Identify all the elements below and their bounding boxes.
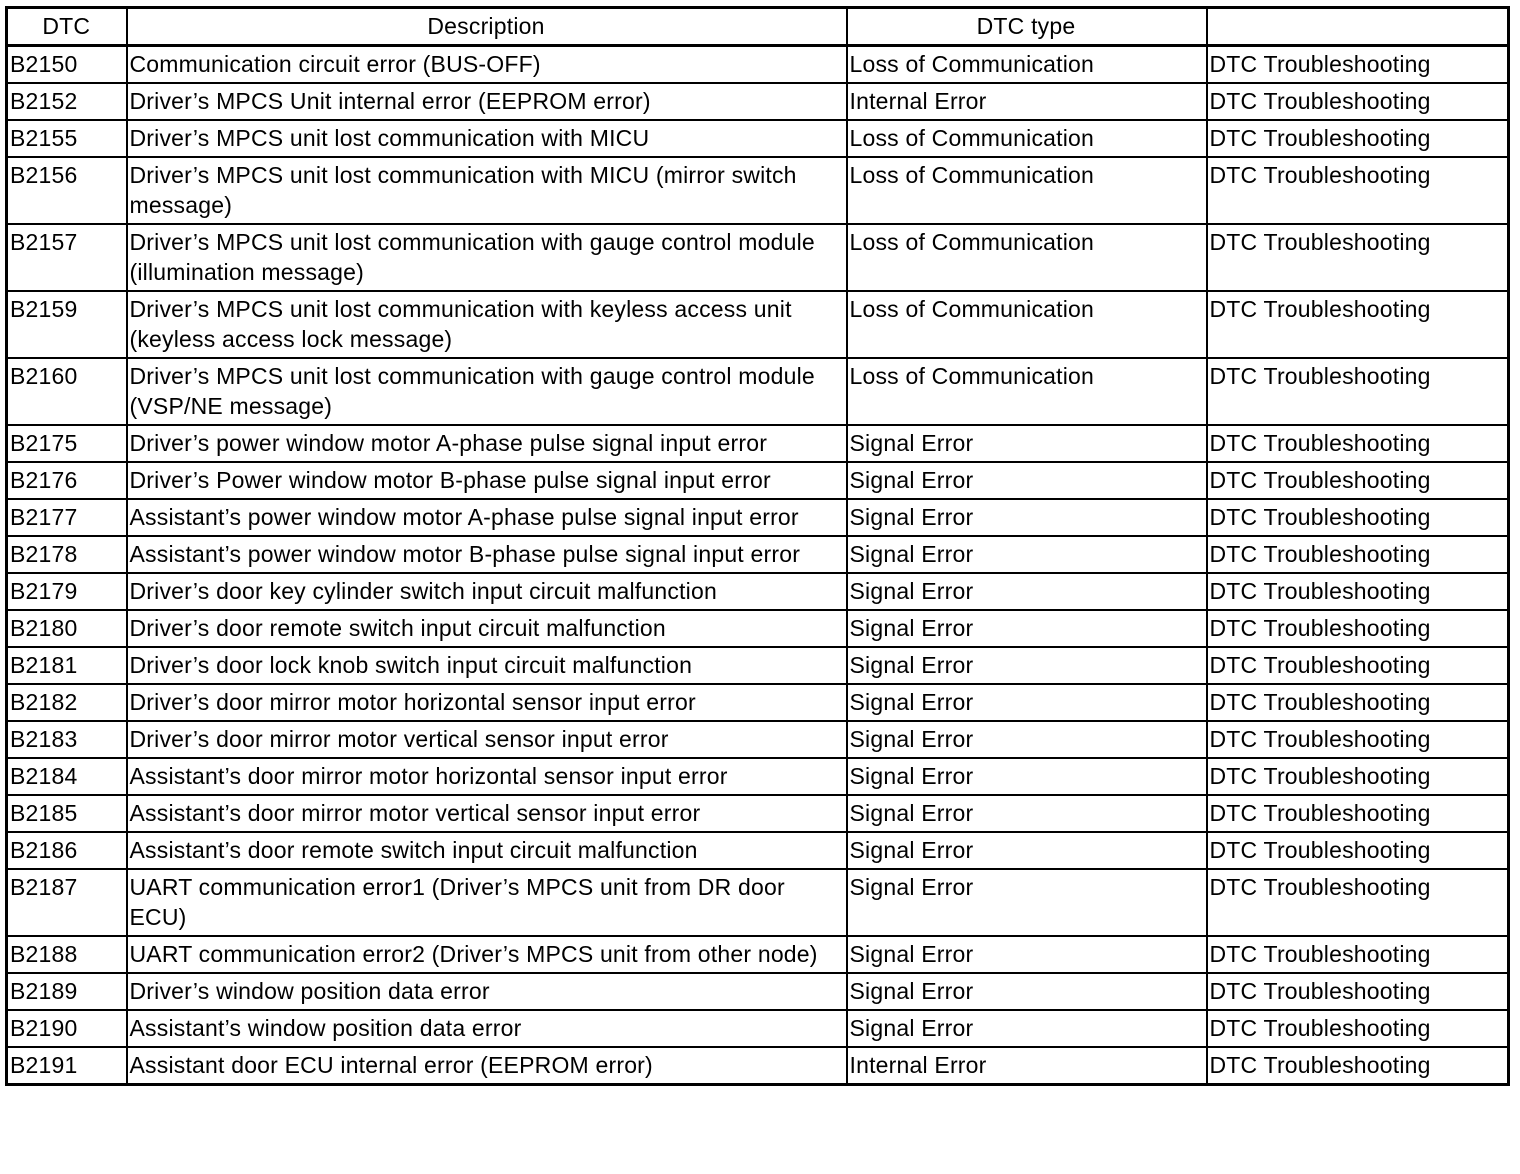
troubleshooting-link[interactable]: DTC Troubleshooting (1207, 120, 1509, 157)
dtc-code-cell: B2177 (7, 499, 127, 536)
column-header-troubleshooting (1207, 8, 1509, 46)
description-cell: Driver’s door lock knob switch input circuit malfunction (127, 647, 847, 684)
dtc-type-cell: Internal Error (847, 83, 1207, 120)
table-row (7, 224, 1509, 291)
troubleshooting-link[interactable]: DTC Troubleshooting (1207, 869, 1509, 936)
description-cell: Driver’s MPCS unit lost communication with gauge control module (VSP/NE message) (127, 358, 847, 425)
dtc-code-cell: B2157 (7, 224, 127, 291)
description-cell: Driver’s MPCS unit lost communication with keyless access unit (keyless access lock message) (127, 291, 847, 358)
troubleshooting-link[interactable]: DTC Troubleshooting (1207, 795, 1509, 832)
dtc-code-cell: B2179 (7, 573, 127, 610)
troubleshooting-link[interactable]: DTC Troubleshooting (1207, 936, 1509, 973)
dtc-code-cell: B2185 (7, 795, 127, 832)
troubleshooting-link[interactable]: DTC Troubleshooting (1207, 647, 1509, 684)
dtc-type-cell: Signal Error (847, 610, 1207, 647)
dtc-type-cell: Signal Error (847, 758, 1207, 795)
troubleshooting-link[interactable]: DTC Troubleshooting (1207, 573, 1509, 610)
dtc-code-cell: B2175 (7, 425, 127, 462)
table-row (7, 795, 1509, 832)
column-header-description: Description (127, 8, 847, 46)
dtc-code-cell: B2181 (7, 647, 127, 684)
table-body (7, 46, 1509, 1085)
dtc-type-cell: Signal Error (847, 869, 1207, 936)
description-cell: Driver’s window position data error (127, 973, 847, 1010)
description-cell: Assistant’s door mirror motor vertical sensor input error (127, 795, 847, 832)
dtc-type-cell: Signal Error (847, 425, 1207, 462)
troubleshooting-link[interactable]: DTC Troubleshooting (1207, 224, 1509, 291)
dtc-code-cell: B2156 (7, 157, 127, 224)
table-row (7, 291, 1509, 358)
description-cell: Driver’s MPCS unit lost communication with gauge control module (illumination message) (127, 224, 847, 291)
description-cell: Assistant’s power window motor A-phase pulse signal input error (127, 499, 847, 536)
troubleshooting-link[interactable]: DTC Troubleshooting (1207, 1047, 1509, 1085)
table-row (7, 573, 1509, 610)
description-cell: Assistant’s door remote switch input circuit malfunction (127, 832, 847, 869)
description-cell: Driver’s door mirror motor vertical sensor input error (127, 721, 847, 758)
description-cell: Assistant door ECU internal error (EEPROM error) (127, 1047, 847, 1085)
table-row (7, 610, 1509, 647)
description-cell: UART communication error2 (Driver’s MPCS unit from other node) (127, 936, 847, 973)
dtc-type-cell: Signal Error (847, 973, 1207, 1010)
dtc-code-cell: B2191 (7, 1047, 127, 1085)
dtc-table (5, 6, 1510, 1086)
dtc-type-cell: Internal Error (847, 1047, 1207, 1085)
dtc-type-cell: Signal Error (847, 499, 1207, 536)
table-row (7, 973, 1509, 1010)
table-row (7, 869, 1509, 936)
dtc-type-cell: Loss of Communication (847, 120, 1207, 157)
troubleshooting-link[interactable]: DTC Troubleshooting (1207, 358, 1509, 425)
dtc-type-cell: Loss of Communication (847, 358, 1207, 425)
table-row (7, 83, 1509, 120)
table-row (7, 1010, 1509, 1047)
table-row (7, 936, 1509, 973)
dtc-type-cell: Signal Error (847, 721, 1207, 758)
dtc-code-cell: B2188 (7, 936, 127, 973)
table-row (7, 832, 1509, 869)
table-row (7, 358, 1509, 425)
dtc-code-cell: B2182 (7, 684, 127, 721)
dtc-code-cell: B2187 (7, 869, 127, 936)
troubleshooting-link[interactable]: DTC Troubleshooting (1207, 721, 1509, 758)
table-row (7, 758, 1509, 795)
table-row (7, 684, 1509, 721)
dtc-code-cell: B2186 (7, 832, 127, 869)
description-cell: Communication circuit error (BUS-OFF) (127, 46, 847, 84)
dtc-code-cell: B2160 (7, 358, 127, 425)
dtc-code-cell: B2159 (7, 291, 127, 358)
dtc-type-cell: Loss of Communication (847, 46, 1207, 84)
dtc-type-cell: Signal Error (847, 936, 1207, 973)
column-header-dtc-type: DTC type (847, 8, 1207, 46)
dtc-code-cell: B2180 (7, 610, 127, 647)
troubleshooting-link[interactable]: DTC Troubleshooting (1207, 499, 1509, 536)
dtc-type-cell: Signal Error (847, 573, 1207, 610)
description-cell: UART communication error1 (Driver’s MPCS unit from DR door ECU) (127, 869, 847, 936)
dtc-code-cell: B2176 (7, 462, 127, 499)
troubleshooting-link[interactable]: DTC Troubleshooting (1207, 1010, 1509, 1047)
table-row (7, 721, 1509, 758)
troubleshooting-link[interactable]: DTC Troubleshooting (1207, 462, 1509, 499)
dtc-type-cell: Signal Error (847, 647, 1207, 684)
dtc-code-cell: B2189 (7, 973, 127, 1010)
dtc-type-cell: Loss of Communication (847, 224, 1207, 291)
dtc-type-cell: Signal Error (847, 462, 1207, 499)
dtc-code-cell: B2178 (7, 536, 127, 573)
description-cell: Driver’s door mirror motor horizontal sensor input error (127, 684, 847, 721)
troubleshooting-link[interactable]: DTC Troubleshooting (1207, 684, 1509, 721)
troubleshooting-link[interactable]: DTC Troubleshooting (1207, 291, 1509, 358)
dtc-code-cell: B2155 (7, 120, 127, 157)
troubleshooting-link[interactable]: DTC Troubleshooting (1207, 536, 1509, 573)
troubleshooting-link[interactable]: DTC Troubleshooting (1207, 157, 1509, 224)
table-row (7, 462, 1509, 499)
description-cell: Driver’s power window motor A-phase pulse signal input error (127, 425, 847, 462)
description-cell: Driver’s MPCS unit lost communication with MICU (127, 120, 847, 157)
description-cell: Driver’s Power window motor B-phase pulse signal input error (127, 462, 847, 499)
table-row (7, 157, 1509, 224)
dtc-type-cell: Signal Error (847, 536, 1207, 573)
dtc-code-cell: B2183 (7, 721, 127, 758)
dtc-type-cell: Loss of Communication (847, 291, 1207, 358)
dtc-type-cell: Signal Error (847, 832, 1207, 869)
table-header-row (7, 8, 1509, 46)
dtc-code-cell: B2150 (7, 46, 127, 84)
description-cell: Driver’s MPCS unit lost communication with MICU (mirror switch message) (127, 157, 847, 224)
table-row (7, 536, 1509, 573)
dtc-code-cell: B2184 (7, 758, 127, 795)
troubleshooting-link[interactable]: DTC Troubleshooting (1207, 425, 1509, 462)
table-row (7, 647, 1509, 684)
dtc-code-cell: B2190 (7, 1010, 127, 1047)
description-cell: Driver’s door remote switch input circuit malfunction (127, 610, 847, 647)
description-cell: Assistant’s door mirror motor horizontal sensor input error (127, 758, 847, 795)
troubleshooting-link[interactable]: DTC Troubleshooting (1207, 758, 1509, 795)
table-row (7, 46, 1509, 84)
description-cell: Driver’s MPCS Unit internal error (EEPROM error) (127, 83, 847, 120)
dtc-table-container (5, 6, 1507, 1086)
troubleshooting-link[interactable]: DTC Troubleshooting (1207, 610, 1509, 647)
table-row (7, 425, 1509, 462)
troubleshooting-link[interactable]: DTC Troubleshooting (1207, 973, 1509, 1010)
description-cell: Assistant’s power window motor B-phase pulse signal input error (127, 536, 847, 573)
dtc-type-cell: Signal Error (847, 684, 1207, 721)
description-cell: Driver’s door key cylinder switch input circuit malfunction (127, 573, 847, 610)
column-header-dtc: DTC (7, 8, 127, 46)
table-row (7, 120, 1509, 157)
troubleshooting-link[interactable]: DTC Troubleshooting (1207, 46, 1509, 84)
table-row (7, 1047, 1509, 1085)
dtc-type-cell: Loss of Communication (847, 157, 1207, 224)
troubleshooting-link[interactable]: DTC Troubleshooting (1207, 832, 1509, 869)
description-cell: Assistant’s window position data error (127, 1010, 847, 1047)
dtc-type-cell: Signal Error (847, 795, 1207, 832)
dtc-type-cell: Signal Error (847, 1010, 1207, 1047)
troubleshooting-link[interactable]: DTC Troubleshooting (1207, 83, 1509, 120)
dtc-code-cell: B2152 (7, 83, 127, 120)
table-row (7, 499, 1509, 536)
